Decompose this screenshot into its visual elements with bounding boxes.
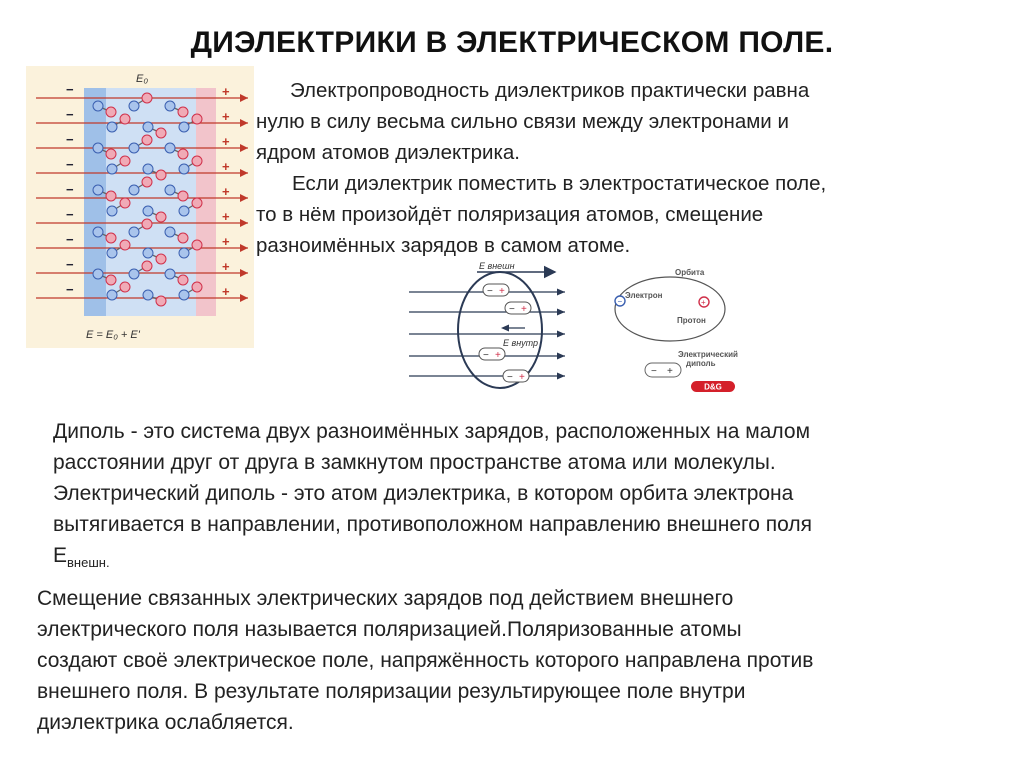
svg-text:+: +	[495, 350, 501, 361]
surface-plus: +	[222, 159, 230, 174]
intro-line-4: Если диэлектрик поместить в электростатическое поле,	[292, 172, 827, 195]
dipole-label-1: Электрический	[678, 350, 738, 359]
dipole-label-2: диполь	[686, 359, 716, 368]
intro-line-3: ядром атомов диэлектрика.	[256, 141, 520, 164]
svg-text:+: +	[499, 286, 505, 297]
svg-text:−: −	[507, 372, 513, 383]
logo-text: D&G	[704, 382, 722, 392]
dipole-line-1: Диполь - это система двух разноимённых зарядов, расположенных на малом	[53, 420, 811, 443]
surface-plus: +	[222, 109, 230, 124]
proton-label: Протон	[677, 316, 706, 325]
surface-plus: +	[222, 184, 230, 199]
surface-minus: −	[66, 107, 74, 122]
dipole-line-4: вытягивается в направлении, противоположном направлению внешнего поля	[53, 513, 812, 536]
surface-plus: +	[222, 209, 230, 224]
mid-dipole	[479, 348, 505, 361]
orbit-ellipse	[615, 277, 725, 341]
polarization-paragraph	[37, 584, 997, 739]
surface-minus: −	[66, 232, 74, 247]
surface-plus: +	[222, 134, 230, 149]
svg-text:−: −	[509, 304, 515, 315]
surface-plus: +	[222, 284, 230, 299]
intro-line-2: нулю в силу весьма сильно связи между электронами и	[256, 110, 789, 133]
field-label-e0: E₀	[136, 73, 148, 85]
external-field-label: E внешн	[479, 262, 515, 271]
svg-text:−: −	[617, 297, 623, 306]
polarization-line-4: внешнего поля. В результате поляризации результирующее поле внутри	[37, 680, 746, 703]
surface-minus: −	[66, 132, 74, 147]
surface-plus: +	[222, 259, 230, 274]
dipole-definition	[53, 417, 993, 572]
polarization-line-3: создают своё электрическое поле, напряжённость которого направлена против	[37, 649, 814, 672]
dipole-line-2: расстоянии друг от друга в замкнутом пространстве атома или молекулы.	[53, 451, 776, 474]
svg-text:+: +	[521, 304, 527, 315]
atom-orbit-figure	[605, 264, 770, 394]
dipole-line-3: Электрический диполь - это атом диэлектрика, в котором орбита электрона	[53, 482, 794, 505]
field-symbol: Е	[53, 544, 68, 567]
mid-dipole	[505, 302, 531, 315]
internal-field-label: E внутр	[503, 338, 539, 348]
intro-paragraph	[256, 76, 956, 262]
dielectric-left-edge	[84, 88, 106, 316]
polarization-line-1: Смещение связанных электрических зарядов под действием внешнего	[37, 587, 734, 610]
electron-label: Электрон	[625, 291, 663, 300]
svg-text:−: −	[483, 350, 489, 361]
surface-minus: −	[66, 157, 74, 172]
surface-minus: −	[66, 182, 74, 197]
field-lines-mid	[409, 289, 565, 380]
dielectric-polarization-figure	[26, 66, 254, 348]
surface-minus: −	[66, 82, 74, 97]
surface-minus: −	[66, 207, 74, 222]
dipole-line-5	[53, 541, 993, 572]
polarization-line-5: диэлектрика ослабляется.	[37, 711, 294, 734]
intro-line-6: разноимённых зарядов в самом атоме.	[256, 234, 631, 257]
surface-plus: +	[222, 234, 230, 249]
atom-in-field-figure	[405, 262, 575, 392]
surface-minus: −	[66, 282, 74, 297]
orbit-label: Орбита	[675, 268, 705, 277]
intro-line-5: то в нём произойдёт поляризация атомов, смещение	[256, 203, 764, 226]
svg-text:+: +	[667, 366, 673, 377]
page-title: ДИЭЛЕКТРИКИ В ЭЛЕКТРИЧЕСКОМ ПОЛЕ.	[190, 26, 834, 59]
svg-text:−: −	[651, 366, 657, 377]
intro-line-1: Электропроводность диэлектриков практически равна	[290, 79, 810, 102]
surface-plus: +	[222, 84, 230, 99]
svg-text:−: −	[487, 286, 493, 297]
surface-minus: −	[66, 257, 74, 272]
svg-text:+: +	[701, 298, 706, 307]
mid-dipole	[483, 284, 509, 297]
mid-dipole	[503, 370, 529, 383]
polarization-line-2: электрического поля называется поляризацией.Поляризованные атомы	[37, 618, 742, 641]
svg-text:+: +	[519, 372, 525, 383]
field-formula: E = E₀ + E'	[86, 329, 140, 341]
field-subscript: внешн.	[67, 555, 110, 571]
